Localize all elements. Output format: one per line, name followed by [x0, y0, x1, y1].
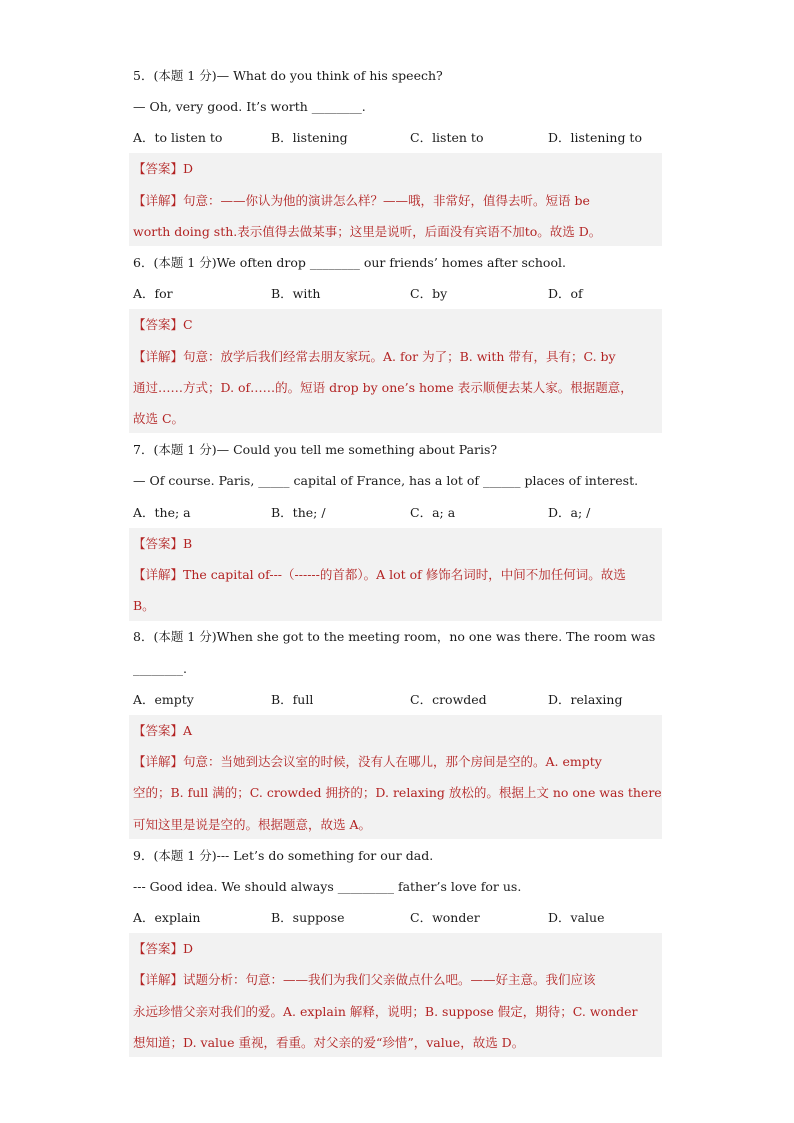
question-6-answer: 【答案】C [133, 317, 193, 332]
question-6-options [133, 286, 663, 302]
question-5-answer: 【答案】D [133, 161, 194, 176]
question-7-detail-line-2: B。 [133, 598, 155, 613]
question-8-detail-line-3: 可知这里是说是空的。根据题意，故选 A。 [133, 817, 372, 832]
question-9-detail-line-1: 【详解】试题分析：句意：——我们为我们父亲做点什么吧。——好主意。我们应该 [133, 972, 596, 987]
option-d: D．value [548, 910, 605, 925]
question-6-detail-line-1: 【详解】句意：放学后我们经常去朋友家玩。A. for 为了；B. with 带有，具有；C. by [133, 349, 616, 364]
question-9-stem-line-2: --- Good idea. We should always _________ father’s love for us. [133, 879, 522, 894]
question-5-detail-line-1: 【详解】句意：——你认为他的演讲怎么样？——哦，非常好，值得去听。短语 be [133, 193, 590, 208]
option-b: B．full [271, 692, 314, 707]
question-8-detail-line-2: 空的；B. full 满的；C. crowded 拥挤的；D. relaxing 放松的。根据上文 no one was there [133, 785, 662, 800]
option-a: A．empty [133, 692, 194, 707]
question-8-stem-line-2: ________. [133, 661, 187, 676]
question-7-options [133, 505, 663, 521]
question-8-answer: 【答案】A [133, 723, 193, 738]
option-c: C．by [410, 286, 448, 301]
question-9-options [133, 910, 663, 926]
question-5-stem-line-1: 5．(本题 1 分)— What do you think of his speech? [133, 68, 443, 83]
option-c: C．listen to [410, 130, 484, 145]
question-9-stem-line-1: 9．(本题 1 分)--- Let’s do something for our dad. [133, 848, 434, 863]
option-a: A．explain [133, 910, 201, 925]
option-c: C．a; a [410, 505, 456, 520]
option-c: C．crowded [410, 692, 487, 707]
question-5-stem-line-2: — Oh, very good. It’s worth ________. [133, 99, 366, 114]
option-a: A．to listen to [133, 130, 223, 145]
option-d: D．listening to [548, 130, 642, 145]
question-6-answer-box [129, 309, 662, 433]
option-b: B．with [271, 286, 321, 301]
option-c: C．wonder [410, 910, 480, 925]
question-6-detail-line-2: 通过……方式；D. of……的。短语 drop by one’s home 表示顺便去某人家。根据题意， [133, 380, 633, 395]
option-a: A．the; a [133, 505, 191, 520]
question-6-stem-line-1: 6．(本题 1 分)We often drop ________ our friends’ homes after school. [133, 255, 566, 270]
option-b: B．suppose [271, 910, 345, 925]
question-8-detail-line-1: 【详解】句意：当她到达会议室的时候，没有人在哪儿，那个房间是空的。A. empty [133, 754, 602, 769]
question-7-stem-line-1: 7．(本题 1 分)— Could you tell me something about Paris? [133, 442, 498, 457]
question-9-detail-line-3: 想知道；D. value 重视，看重。对父亲的爱“珍惜”，value，故选 D。 [133, 1035, 525, 1050]
option-d: D．a; / [548, 505, 591, 520]
question-7-stem-line-2: — Of course. Paris, _____ capital of France, has a lot of ______ places of interest. [133, 473, 639, 488]
question-5-options [133, 130, 663, 146]
question-5-detail-line-2: worth doing sth.表示值得去做某事；这里是说听，后面没有宾语不加to。故选 D。 [133, 224, 602, 239]
question-9-detail-line-2: 永远珍惜父亲对我们的爱。A. explain 解释，说明；B. suppose 假定，期待；C. wonder [133, 1004, 638, 1019]
option-d: D．of [548, 286, 583, 301]
option-b: B．listening [271, 130, 348, 145]
option-b: B．the; / [271, 505, 326, 520]
option-a: A．for [133, 286, 173, 301]
question-8-options [133, 692, 663, 708]
option-d: D．relaxing [548, 692, 623, 707]
question-7-answer: 【答案】B [133, 536, 193, 551]
question-7-detail-line-1: 【详解】The capital of---（------的首都）。A lot of 修饰名词时，中间不加任何词。故选 [133, 567, 626, 582]
question-8-stem-line-1: 8．(本题 1 分)When she got to the meeting room，no one was there. The room was [133, 629, 656, 644]
question-9-answer: 【答案】D [133, 941, 194, 956]
question-6-detail-line-3: 故选 C。 [133, 411, 185, 426]
